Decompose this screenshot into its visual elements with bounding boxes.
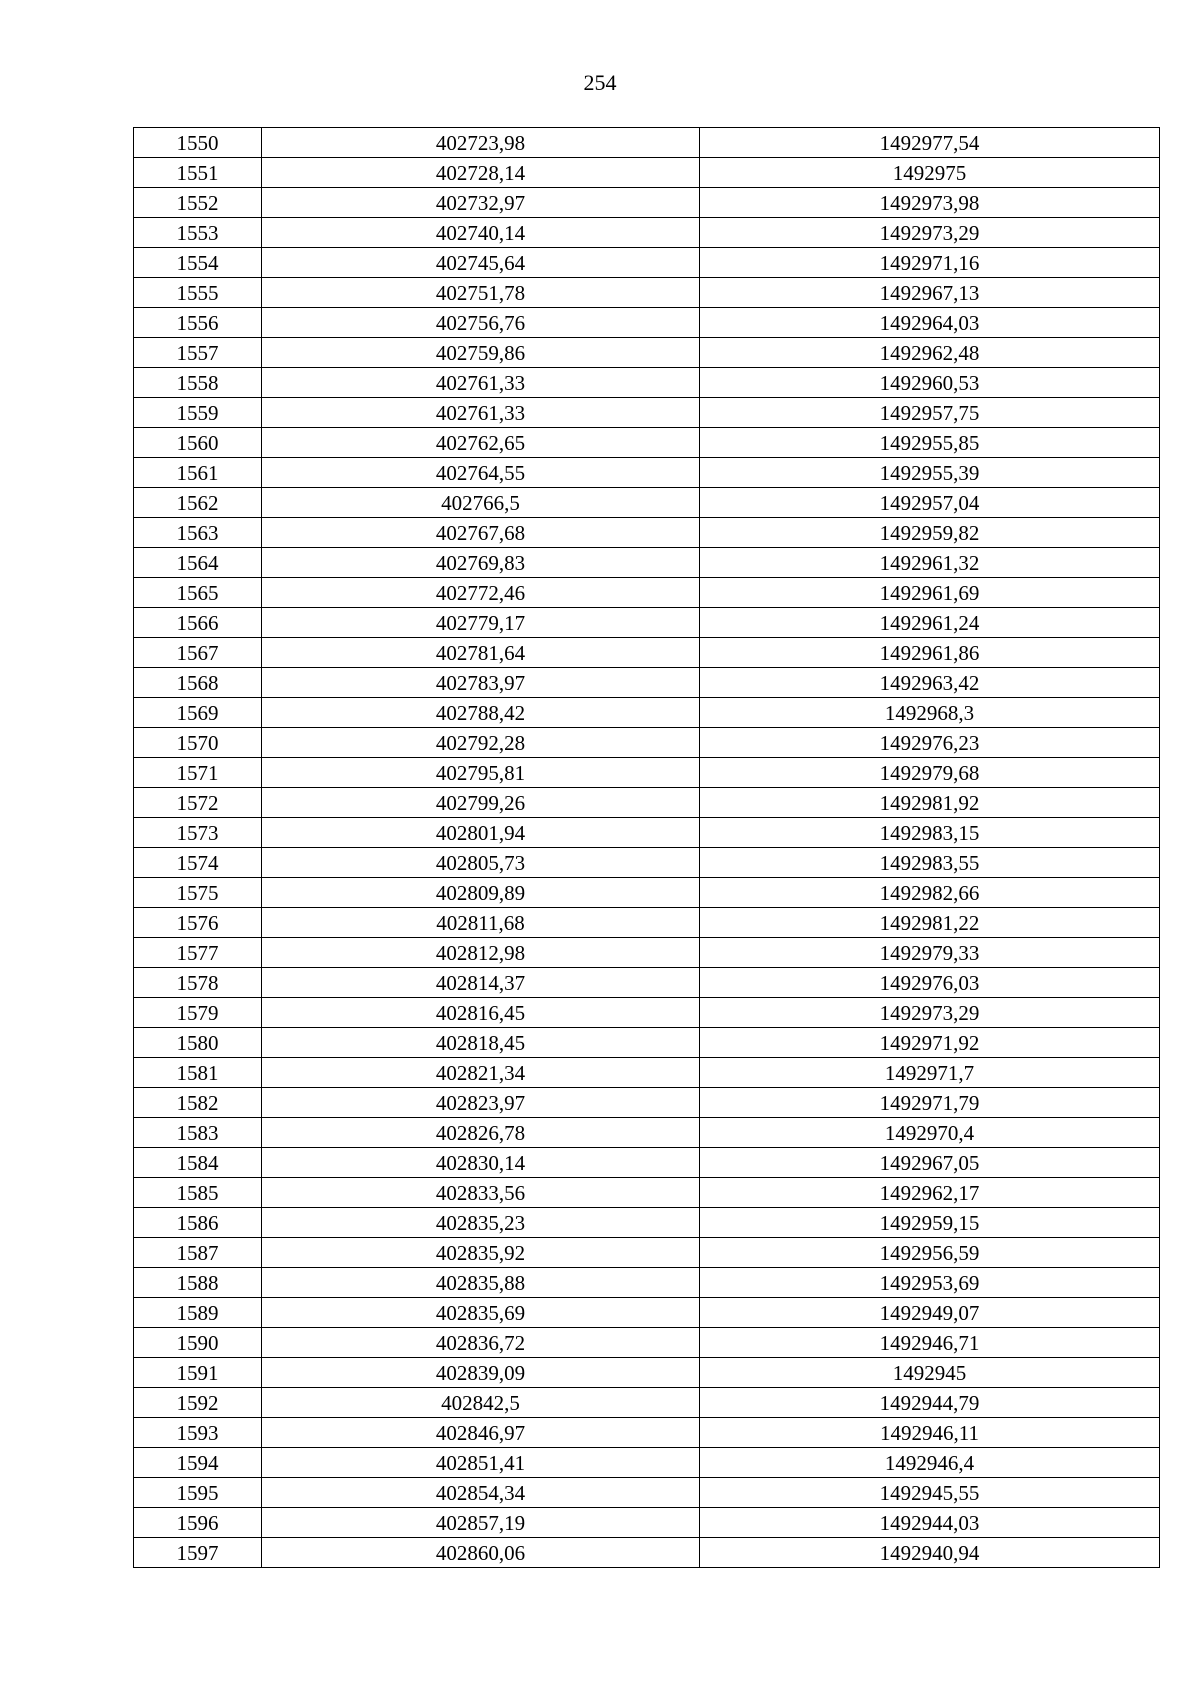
table-row bbox=[134, 938, 1160, 968]
table-row bbox=[134, 1328, 1160, 1358]
table-row bbox=[134, 1208, 1160, 1238]
point-number-cell: 1582 bbox=[134, 1088, 262, 1118]
y-coordinate-cell: 1492946,4 bbox=[700, 1448, 1160, 1478]
point-number-cell: 1591 bbox=[134, 1358, 262, 1388]
table-row bbox=[134, 818, 1160, 848]
y-coordinate-cell: 1492955,85 bbox=[700, 428, 1160, 458]
y-coordinate-cell: 1492962,17 bbox=[700, 1178, 1160, 1208]
table-row bbox=[134, 848, 1160, 878]
x-coordinate-cell: 402854,34 bbox=[262, 1478, 700, 1508]
y-coordinate-cell: 1492968,3 bbox=[700, 698, 1160, 728]
x-coordinate-cell: 402818,45 bbox=[262, 1028, 700, 1058]
table-row bbox=[134, 1538, 1160, 1568]
y-coordinate-cell: 1492957,75 bbox=[700, 398, 1160, 428]
y-coordinate-cell: 1492979,33 bbox=[700, 938, 1160, 968]
x-coordinate-cell: 402759,86 bbox=[262, 338, 700, 368]
x-coordinate-cell: 402835,23 bbox=[262, 1208, 700, 1238]
x-coordinate-cell: 402860,06 bbox=[262, 1538, 700, 1568]
point-number-cell: 1572 bbox=[134, 788, 262, 818]
point-number-cell: 1575 bbox=[134, 878, 262, 908]
y-coordinate-cell: 1492963,42 bbox=[700, 668, 1160, 698]
table-row bbox=[134, 998, 1160, 1028]
table-row bbox=[134, 338, 1160, 368]
y-coordinate-cell: 1492971,7 bbox=[700, 1058, 1160, 1088]
y-coordinate-cell: 1492973,98 bbox=[700, 188, 1160, 218]
point-number-cell: 1557 bbox=[134, 338, 262, 368]
x-coordinate-cell: 402836,72 bbox=[262, 1328, 700, 1358]
point-number-cell: 1597 bbox=[134, 1538, 262, 1568]
point-number-cell: 1566 bbox=[134, 608, 262, 638]
point-number-cell: 1593 bbox=[134, 1418, 262, 1448]
x-coordinate-cell: 402762,65 bbox=[262, 428, 700, 458]
point-number-cell: 1560 bbox=[134, 428, 262, 458]
table-row bbox=[134, 1178, 1160, 1208]
x-coordinate-cell: 402761,33 bbox=[262, 368, 700, 398]
point-number-cell: 1562 bbox=[134, 488, 262, 518]
table-row bbox=[134, 458, 1160, 488]
table-row bbox=[134, 578, 1160, 608]
x-coordinate-cell: 402769,83 bbox=[262, 548, 700, 578]
x-coordinate-cell: 402767,68 bbox=[262, 518, 700, 548]
y-coordinate-cell: 1492946,71 bbox=[700, 1328, 1160, 1358]
point-number-cell: 1583 bbox=[134, 1118, 262, 1148]
x-coordinate-cell: 402835,92 bbox=[262, 1238, 700, 1268]
x-coordinate-cell: 402728,14 bbox=[262, 158, 700, 188]
point-number-cell: 1550 bbox=[134, 128, 262, 158]
point-number-cell: 1586 bbox=[134, 1208, 262, 1238]
table-row bbox=[134, 1298, 1160, 1328]
table-row bbox=[134, 1448, 1160, 1478]
x-coordinate-cell: 402835,88 bbox=[262, 1268, 700, 1298]
x-coordinate-cell: 402823,97 bbox=[262, 1088, 700, 1118]
table-row bbox=[134, 1028, 1160, 1058]
x-coordinate-cell: 402830,14 bbox=[262, 1148, 700, 1178]
x-coordinate-cell: 402756,76 bbox=[262, 308, 700, 338]
point-number-cell: 1554 bbox=[134, 248, 262, 278]
table-row bbox=[134, 878, 1160, 908]
y-coordinate-cell: 1492961,69 bbox=[700, 578, 1160, 608]
table-row bbox=[134, 158, 1160, 188]
table-row bbox=[134, 1418, 1160, 1448]
y-coordinate-cell: 1492971,92 bbox=[700, 1028, 1160, 1058]
table-row bbox=[134, 488, 1160, 518]
x-coordinate-cell: 402783,97 bbox=[262, 668, 700, 698]
point-number-cell: 1567 bbox=[134, 638, 262, 668]
coordinates-table bbox=[133, 127, 1160, 1568]
table-row bbox=[134, 368, 1160, 398]
x-coordinate-cell: 402851,41 bbox=[262, 1448, 700, 1478]
point-number-cell: 1555 bbox=[134, 278, 262, 308]
table-row bbox=[134, 788, 1160, 818]
table-row bbox=[134, 758, 1160, 788]
y-coordinate-cell: 1492944,79 bbox=[700, 1388, 1160, 1418]
point-number-cell: 1551 bbox=[134, 158, 262, 188]
y-coordinate-cell: 1492945 bbox=[700, 1358, 1160, 1388]
table-row bbox=[134, 218, 1160, 248]
table-row bbox=[134, 1148, 1160, 1178]
y-coordinate-cell: 1492981,22 bbox=[700, 908, 1160, 938]
y-coordinate-cell: 1492976,23 bbox=[700, 728, 1160, 758]
x-coordinate-cell: 402795,81 bbox=[262, 758, 700, 788]
y-coordinate-cell: 1492982,66 bbox=[700, 878, 1160, 908]
x-coordinate-cell: 402761,33 bbox=[262, 398, 700, 428]
table-row bbox=[134, 968, 1160, 998]
x-coordinate-cell: 402821,34 bbox=[262, 1058, 700, 1088]
point-number-cell: 1592 bbox=[134, 1388, 262, 1418]
x-coordinate-cell: 402811,68 bbox=[262, 908, 700, 938]
table-row bbox=[134, 1358, 1160, 1388]
table-row bbox=[134, 548, 1160, 578]
x-coordinate-cell: 402751,78 bbox=[262, 278, 700, 308]
x-coordinate-cell: 402846,97 bbox=[262, 1418, 700, 1448]
point-number-cell: 1596 bbox=[134, 1508, 262, 1538]
table-row bbox=[134, 1508, 1160, 1538]
y-coordinate-cell: 1492973,29 bbox=[700, 998, 1160, 1028]
y-coordinate-cell: 1492944,03 bbox=[700, 1508, 1160, 1538]
point-number-cell: 1568 bbox=[134, 668, 262, 698]
point-number-cell: 1570 bbox=[134, 728, 262, 758]
y-coordinate-cell: 1492967,13 bbox=[700, 278, 1160, 308]
x-coordinate-cell: 402842,5 bbox=[262, 1388, 700, 1418]
y-coordinate-cell: 1492970,4 bbox=[700, 1118, 1160, 1148]
table-row bbox=[134, 698, 1160, 728]
point-number-cell: 1571 bbox=[134, 758, 262, 788]
point-number-cell: 1577 bbox=[134, 938, 262, 968]
x-coordinate-cell: 402772,46 bbox=[262, 578, 700, 608]
table-row bbox=[134, 1268, 1160, 1298]
y-coordinate-cell: 1492976,03 bbox=[700, 968, 1160, 998]
y-coordinate-cell: 1492983,55 bbox=[700, 848, 1160, 878]
table-row bbox=[134, 668, 1160, 698]
y-coordinate-cell: 1492961,32 bbox=[700, 548, 1160, 578]
x-coordinate-cell: 402740,14 bbox=[262, 218, 700, 248]
point-number-cell: 1563 bbox=[134, 518, 262, 548]
point-number-cell: 1584 bbox=[134, 1148, 262, 1178]
table-row bbox=[134, 428, 1160, 458]
point-number-cell: 1580 bbox=[134, 1028, 262, 1058]
x-coordinate-cell: 402805,73 bbox=[262, 848, 700, 878]
y-coordinate-cell: 1492983,15 bbox=[700, 818, 1160, 848]
point-number-cell: 1581 bbox=[134, 1058, 262, 1088]
point-number-cell: 1556 bbox=[134, 308, 262, 338]
table-row bbox=[134, 908, 1160, 938]
x-coordinate-cell: 402788,42 bbox=[262, 698, 700, 728]
y-coordinate-cell: 1492955,39 bbox=[700, 458, 1160, 488]
page-number: 254 bbox=[583, 70, 617, 95]
table-row bbox=[134, 248, 1160, 278]
y-coordinate-cell: 1492959,15 bbox=[700, 1208, 1160, 1238]
table-row bbox=[134, 608, 1160, 638]
point-number-cell: 1564 bbox=[134, 548, 262, 578]
point-number-cell: 1578 bbox=[134, 968, 262, 998]
y-coordinate-cell: 1492981,92 bbox=[700, 788, 1160, 818]
x-coordinate-cell: 402814,37 bbox=[262, 968, 700, 998]
x-coordinate-cell: 402826,78 bbox=[262, 1118, 700, 1148]
point-number-cell: 1590 bbox=[134, 1328, 262, 1358]
point-number-cell: 1576 bbox=[134, 908, 262, 938]
x-coordinate-cell: 402839,09 bbox=[262, 1358, 700, 1388]
point-number-cell: 1559 bbox=[134, 398, 262, 428]
table-row bbox=[134, 1478, 1160, 1508]
point-number-cell: 1574 bbox=[134, 848, 262, 878]
table-row bbox=[134, 278, 1160, 308]
point-number-cell: 1579 bbox=[134, 998, 262, 1028]
table-row bbox=[134, 188, 1160, 218]
point-number-cell: 1573 bbox=[134, 818, 262, 848]
y-coordinate-cell: 1492964,03 bbox=[700, 308, 1160, 338]
y-coordinate-cell: 1492962,48 bbox=[700, 338, 1160, 368]
table-row bbox=[134, 308, 1160, 338]
x-coordinate-cell: 402732,97 bbox=[262, 188, 700, 218]
x-coordinate-cell: 402816,45 bbox=[262, 998, 700, 1028]
table-row bbox=[134, 128, 1160, 158]
y-coordinate-cell: 1492971,16 bbox=[700, 248, 1160, 278]
y-coordinate-cell: 1492961,24 bbox=[700, 608, 1160, 638]
y-coordinate-cell: 1492979,68 bbox=[700, 758, 1160, 788]
table-row bbox=[134, 1388, 1160, 1418]
y-coordinate-cell: 1492949,07 bbox=[700, 1298, 1160, 1328]
y-coordinate-cell: 1492960,53 bbox=[700, 368, 1160, 398]
point-number-cell: 1585 bbox=[134, 1178, 262, 1208]
table-row bbox=[134, 728, 1160, 758]
x-coordinate-cell: 402779,17 bbox=[262, 608, 700, 638]
table-row bbox=[134, 1238, 1160, 1268]
y-coordinate-cell: 1492977,54 bbox=[700, 128, 1160, 158]
x-coordinate-cell: 402766,5 bbox=[262, 488, 700, 518]
x-coordinate-cell: 402833,56 bbox=[262, 1178, 700, 1208]
point-number-cell: 1594 bbox=[134, 1448, 262, 1478]
y-coordinate-cell: 1492971,79 bbox=[700, 1088, 1160, 1118]
y-coordinate-cell: 1492957,04 bbox=[700, 488, 1160, 518]
x-coordinate-cell: 402809,89 bbox=[262, 878, 700, 908]
table-row bbox=[134, 1118, 1160, 1148]
x-coordinate-cell: 402745,64 bbox=[262, 248, 700, 278]
x-coordinate-cell: 402801,94 bbox=[262, 818, 700, 848]
y-coordinate-cell: 1492973,29 bbox=[700, 218, 1160, 248]
table-row bbox=[134, 518, 1160, 548]
table-row bbox=[134, 1058, 1160, 1088]
y-coordinate-cell: 1492956,59 bbox=[700, 1238, 1160, 1268]
y-coordinate-cell: 1492953,69 bbox=[700, 1268, 1160, 1298]
x-coordinate-cell: 402792,28 bbox=[262, 728, 700, 758]
point-number-cell: 1561 bbox=[134, 458, 262, 488]
x-coordinate-cell: 402799,26 bbox=[262, 788, 700, 818]
y-coordinate-cell: 1492945,55 bbox=[700, 1478, 1160, 1508]
x-coordinate-cell: 402764,55 bbox=[262, 458, 700, 488]
point-number-cell: 1565 bbox=[134, 578, 262, 608]
y-coordinate-cell: 1492975 bbox=[700, 158, 1160, 188]
table-row bbox=[134, 398, 1160, 428]
point-number-cell: 1553 bbox=[134, 218, 262, 248]
point-number-cell: 1589 bbox=[134, 1298, 262, 1328]
point-number-cell: 1558 bbox=[134, 368, 262, 398]
y-coordinate-cell: 1492967,05 bbox=[700, 1148, 1160, 1178]
point-number-cell: 1588 bbox=[134, 1268, 262, 1298]
x-coordinate-cell: 402781,64 bbox=[262, 638, 700, 668]
coordinates-table-body bbox=[134, 128, 1160, 1568]
point-number-cell: 1587 bbox=[134, 1238, 262, 1268]
point-number-cell: 1552 bbox=[134, 188, 262, 218]
y-coordinate-cell: 1492940,94 bbox=[700, 1538, 1160, 1568]
point-number-cell: 1595 bbox=[134, 1478, 262, 1508]
x-coordinate-cell: 402723,98 bbox=[262, 128, 700, 158]
y-coordinate-cell: 1492961,86 bbox=[700, 638, 1160, 668]
y-coordinate-cell: 1492946,11 bbox=[700, 1418, 1160, 1448]
y-coordinate-cell: 1492959,82 bbox=[700, 518, 1160, 548]
table-row bbox=[134, 1088, 1160, 1118]
x-coordinate-cell: 402835,69 bbox=[262, 1298, 700, 1328]
point-number-cell: 1569 bbox=[134, 698, 262, 728]
x-coordinate-cell: 402857,19 bbox=[262, 1508, 700, 1538]
table-row bbox=[134, 638, 1160, 668]
x-coordinate-cell: 402812,98 bbox=[262, 938, 700, 968]
